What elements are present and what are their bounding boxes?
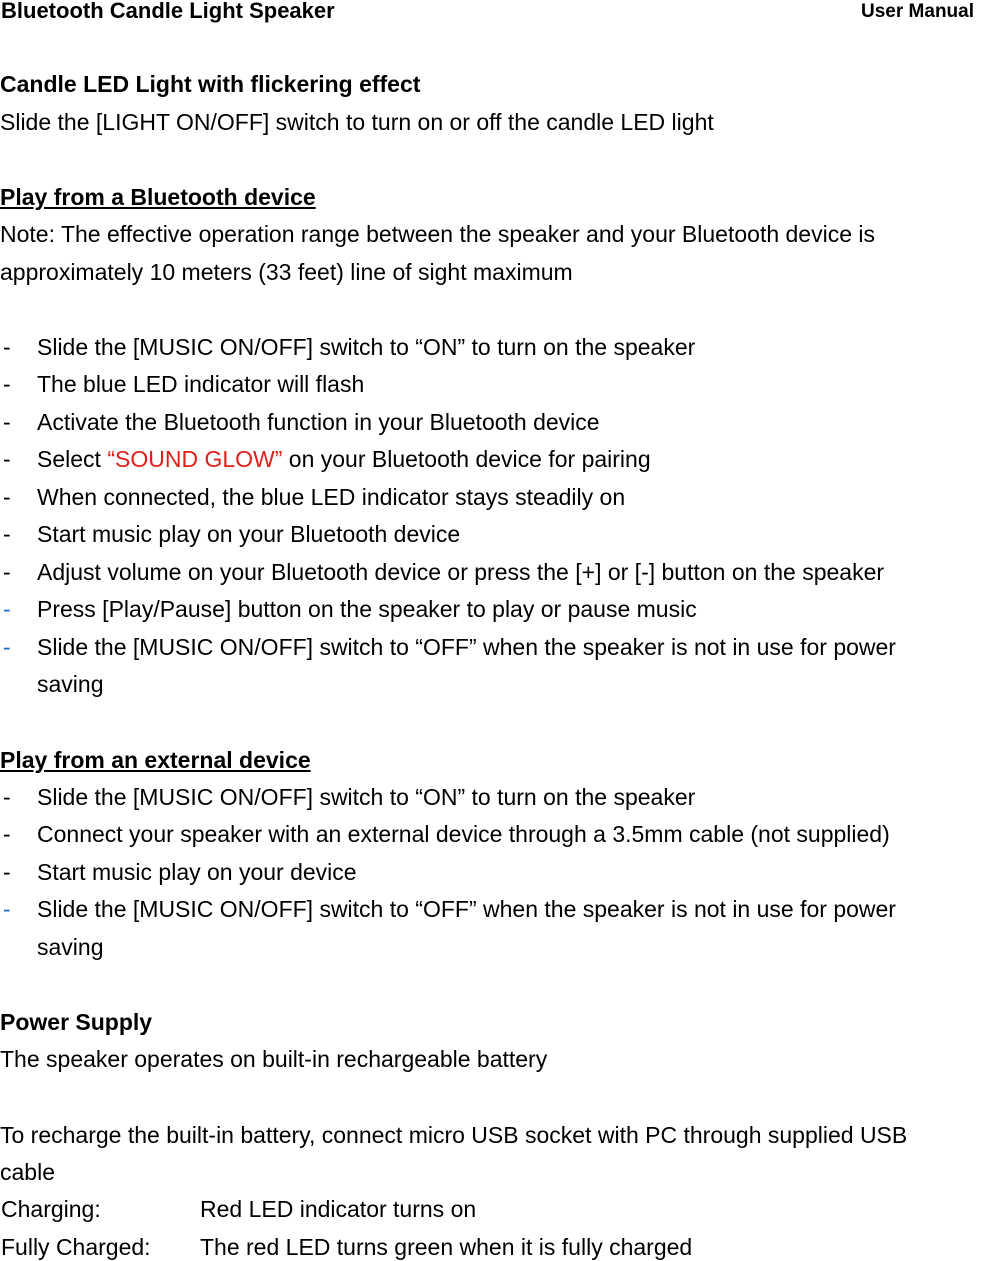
- device-name-highlight: “SOUND GLOW”: [107, 446, 283, 472]
- document-type-label: User Manual: [861, 1, 974, 22]
- select-suffix: on your Bluetooth device for pairing: [282, 446, 651, 472]
- bullet-dash: -: [3, 634, 11, 660]
- bluetooth-heading: Play from a Bluetooth device: [0, 184, 316, 210]
- bluetooth-step-text: When connected, the blue LED indicator stays steadily on: [37, 484, 626, 510]
- bluetooth-note-line-2: approximately 10 meters (33 feet) line of sight maximum: [0, 259, 573, 285]
- candle-text: Slide the [LIGHT ON/OFF] switch to turn on or off the candle LED light: [0, 109, 714, 135]
- bluetooth-step-off-line-1: Slide the [MUSIC ON/OFF] switch to “OFF” when the speaker is not in use for power: [37, 634, 896, 660]
- charging-label: Charging:: [1, 1196, 101, 1222]
- document-title: Bluetooth Candle Light Speaker: [1, 0, 335, 23]
- external-step-text: Slide the [MUSIC ON/OFF] switch to “ON” to turn on the speaker: [37, 784, 696, 810]
- recharge-line-1: To recharge the built-in battery, connect micro USB socket with PC through supplied USB: [0, 1122, 908, 1148]
- bluetooth-step-off-line-2: saving: [37, 671, 104, 697]
- bullet-dash: -: [3, 896, 11, 922]
- charging-value: Red LED indicator turns on: [200, 1196, 477, 1222]
- bullet-dash: -: [3, 596, 11, 622]
- external-step-off-line-2: saving: [37, 934, 104, 960]
- bullet-dash: -: [3, 521, 11, 547]
- fully-charged-label: Fully Charged:: [1, 1234, 151, 1260]
- bullet-dash: -: [3, 859, 11, 885]
- bullet-dash: -: [3, 409, 11, 435]
- candle-heading: Candle LED Light with flickering effect: [0, 71, 421, 97]
- bullet-dash: -: [3, 484, 11, 510]
- bullet-dash: -: [3, 446, 11, 472]
- external-step-text: Start music play on your device: [37, 859, 357, 885]
- bullet-dash: -: [3, 334, 11, 360]
- fully-charged-value: The red LED turns green when it is fully charged: [200, 1234, 693, 1260]
- external-step-text: Connect your speaker with an external device through a 3.5mm cable (not supplied): [37, 821, 890, 847]
- select-prefix: Select: [37, 446, 108, 472]
- recharge-line-2: cable: [0, 1159, 55, 1185]
- bullet-dash: -: [3, 821, 11, 847]
- bluetooth-step-text: [37, 445, 651, 473]
- power-heading: Power Supply: [0, 1009, 153, 1035]
- bluetooth-step-text: Adjust volume on your Bluetooth device or press the [+] or [-] button on the speaker: [37, 559, 885, 585]
- bullet-dash: -: [3, 371, 11, 397]
- bluetooth-step-text: Activate the Bluetooth function in your Bluetooth device: [37, 409, 600, 435]
- external-heading: Play from an external device: [0, 747, 311, 773]
- bluetooth-step-text: Slide the [MUSIC ON/OFF] switch to “ON” to turn on the speaker: [37, 334, 696, 360]
- bluetooth-step-text: Press [Play/Pause] button on the speaker to play or pause music: [37, 596, 697, 622]
- page-header: [0, 0, 974, 26]
- bluetooth-note-line-1: Note: The effective operation range between the speaker and your Bluetooth device is: [0, 221, 875, 247]
- power-text: The speaker operates on built-in rechargeable battery: [0, 1046, 548, 1072]
- bullet-dash: -: [3, 559, 11, 585]
- bullet-dash: -: [3, 784, 11, 810]
- bluetooth-step-text: Start music play on your Bluetooth device: [37, 521, 461, 547]
- bluetooth-step-text: The blue LED indicator will flash: [37, 371, 365, 397]
- external-step-off-line-1: Slide the [MUSIC ON/OFF] switch to “OFF” when the speaker is not in use for power: [37, 896, 896, 922]
